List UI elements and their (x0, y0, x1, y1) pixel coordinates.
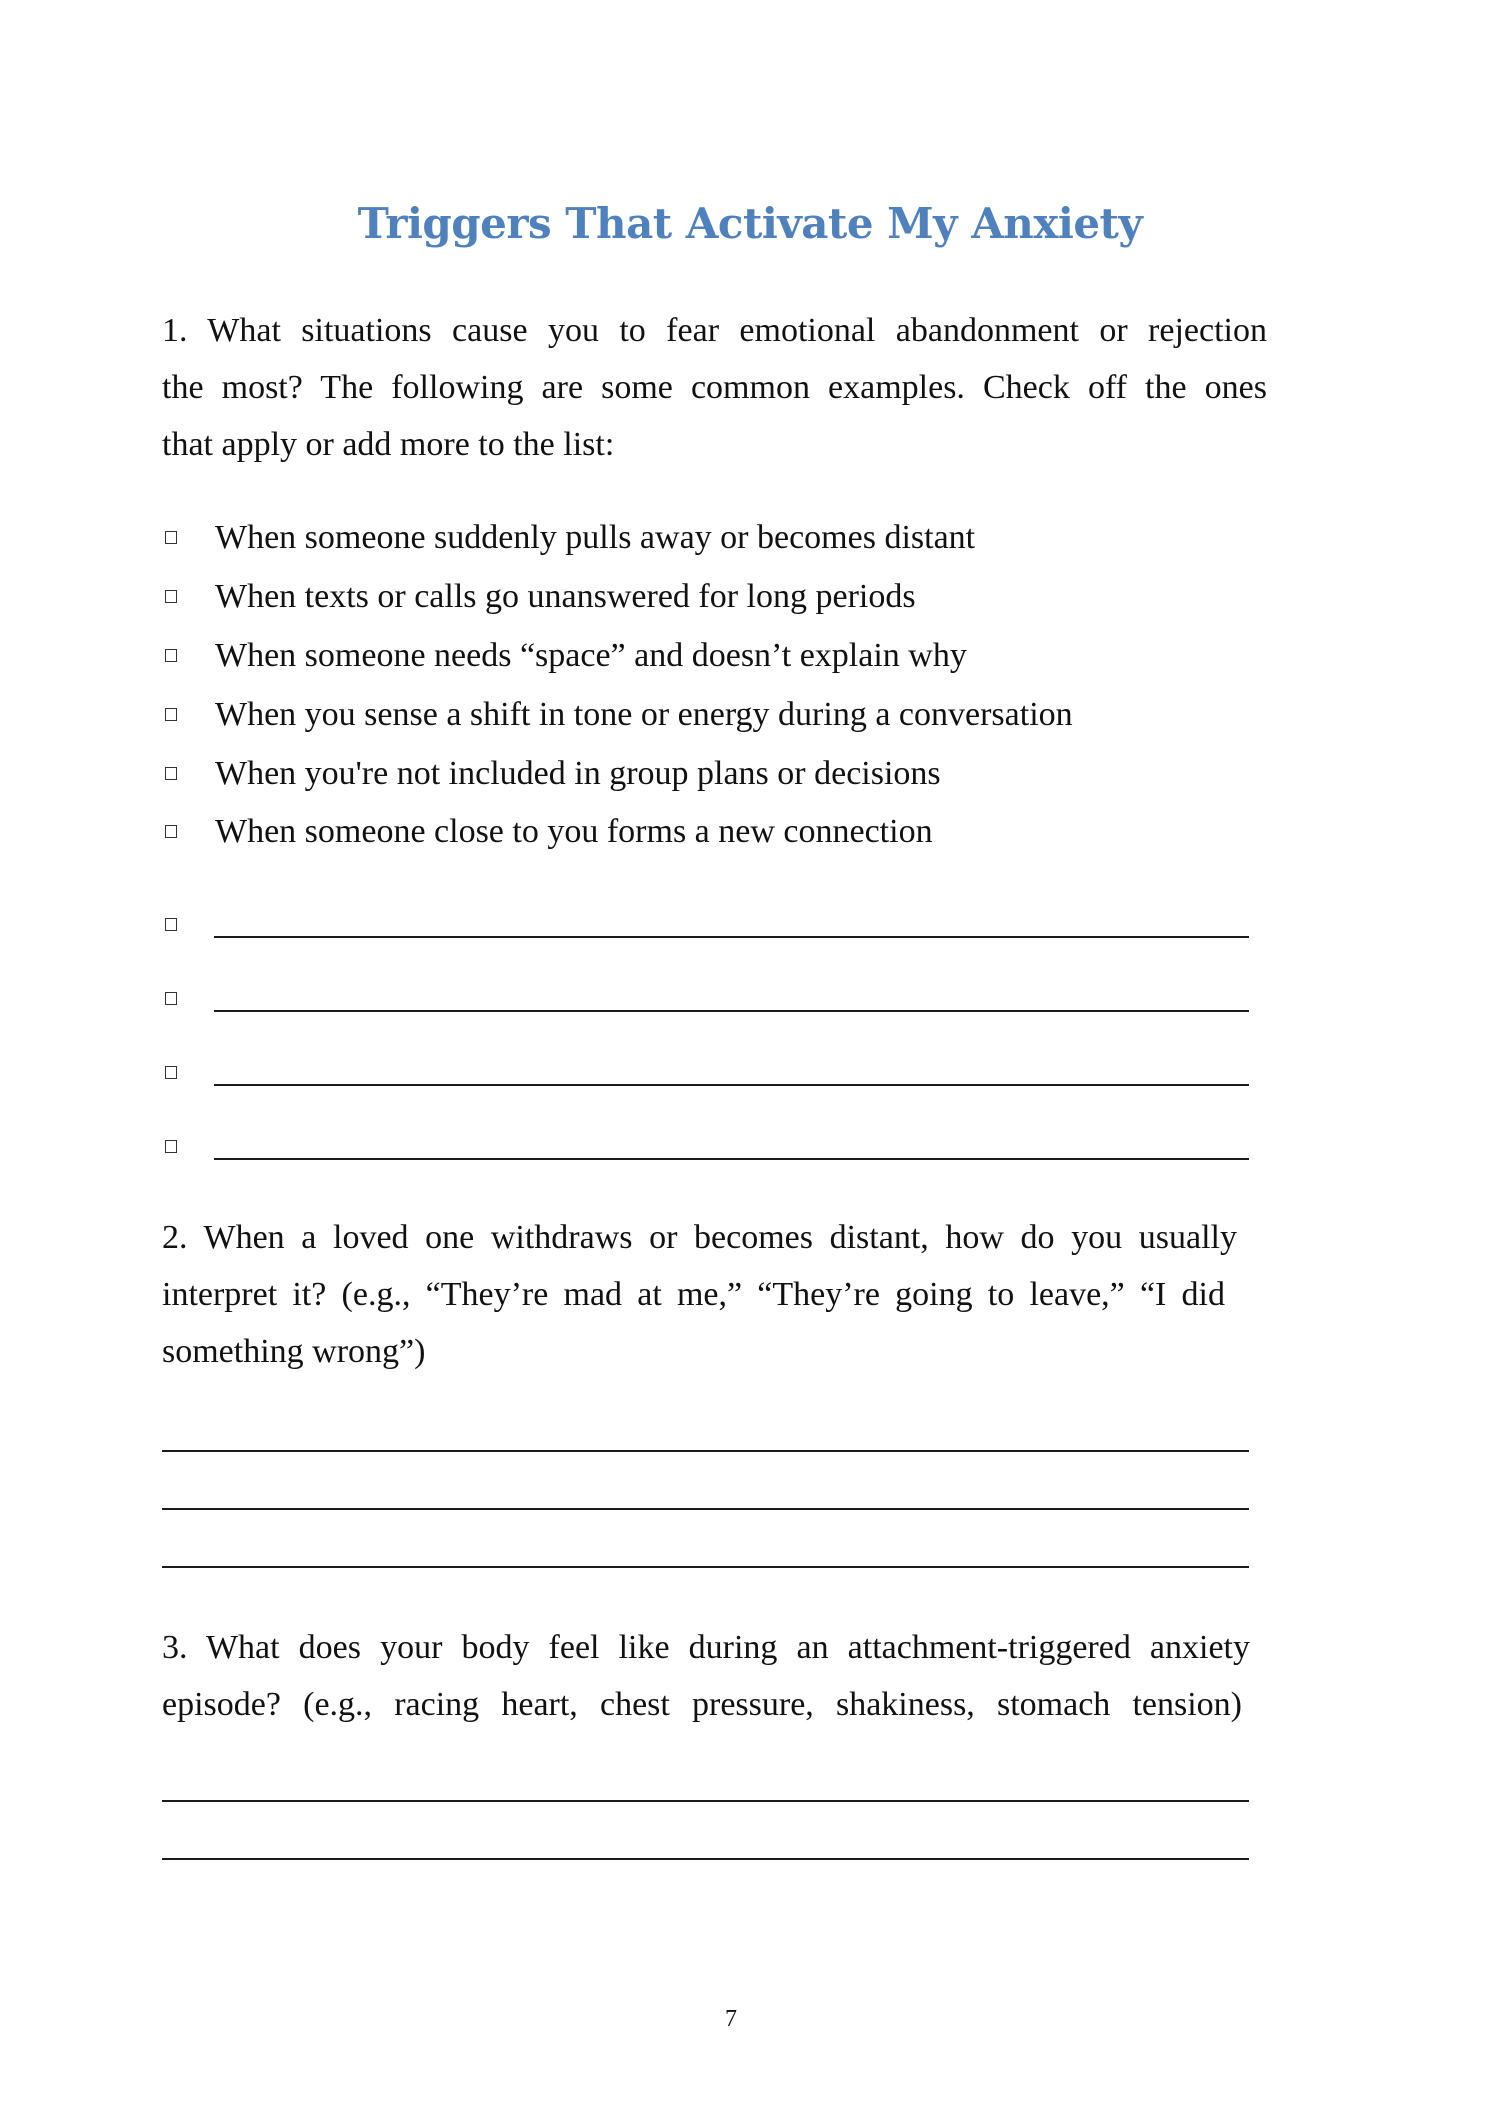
question-3-line: 3. What does your body feel like during an attachment-triggered anxiety (162, 1629, 1250, 1666)
question-2-line: 2. When a loved one withdraws or becomes distant, how do you usually (162, 1219, 1237, 1256)
question-2-line: interpret it? (e.g., “They’re mad at me,” “They’re going to leave,” “I did (162, 1276, 1225, 1313)
checkbox-icon[interactable] (165, 825, 177, 838)
checklist-item-label: When you're not included in group plans or decisions (215, 755, 941, 792)
page-title: Triggers That Activate My Anxiety (357, 199, 1143, 248)
checklist-item[interactable] (162, 754, 1262, 794)
checklist-item[interactable] (162, 812, 1262, 852)
blank-checklist-item[interactable] (162, 979, 1262, 1019)
checkbox-icon[interactable] (165, 1140, 177, 1153)
answer-line[interactable] (162, 1800, 1249, 1802)
checklist-item-label: When you sense a shift in tone or energy during a conversation (215, 696, 1073, 733)
fill-in-line[interactable] (214, 936, 1249, 938)
question-1-line: the most? The following are some common examples. Check off the ones (162, 369, 1267, 406)
checkbox-icon[interactable] (165, 649, 177, 662)
checklist-item-label: When someone suddenly pulls away or becomes distant (215, 519, 976, 556)
checklist-item-label: When texts or calls go unanswered for long periods (215, 578, 916, 615)
answer-line[interactable] (162, 1450, 1249, 1452)
answer-line[interactable] (162, 1566, 1249, 1568)
checklist-item[interactable] (162, 695, 1262, 735)
checklist-item[interactable] (162, 577, 1262, 617)
question-3-prompt (162, 1619, 1267, 1733)
checkbox-icon[interactable] (165, 590, 177, 603)
checkbox-icon[interactable] (165, 992, 177, 1005)
checkbox-icon[interactable] (165, 918, 177, 931)
checkbox-icon[interactable] (165, 531, 177, 544)
question-1-line: 1. What situations cause you to fear emotional abandonment or rejection (162, 312, 1267, 349)
question-2-prompt (162, 1209, 1267, 1380)
page-number: 7 (725, 2006, 737, 2032)
blank-checklist-item[interactable] (162, 1053, 1262, 1093)
checkbox-icon[interactable] (165, 767, 177, 780)
checklist-item[interactable] (162, 518, 1262, 558)
checklist-item[interactable] (162, 636, 1262, 676)
fill-in-line[interactable] (214, 1084, 1249, 1086)
checkbox-icon[interactable] (165, 708, 177, 721)
blank-checklist-item[interactable] (162, 1127, 1262, 1167)
checkbox-icon[interactable] (165, 1066, 177, 1079)
question-1-line: that apply or add more to the list: (162, 426, 615, 463)
fill-in-line[interactable] (214, 1010, 1249, 1012)
question-3-line: episode? (e.g., racing heart, chest pressure, shakiness, stomach tension) (162, 1686, 1242, 1723)
question-2-line: something wrong”) (162, 1333, 426, 1370)
answer-line[interactable] (162, 1508, 1249, 1510)
question-1-prompt (162, 302, 1267, 473)
fill-in-line[interactable] (214, 1158, 1249, 1160)
checklist-item-label: When someone needs “space” and doesn’t explain why (215, 637, 967, 674)
checklist-item-label: When someone close to you forms a new connection (215, 813, 933, 850)
blank-checklist-item[interactable] (162, 905, 1262, 945)
answer-line[interactable] (162, 1858, 1249, 1860)
